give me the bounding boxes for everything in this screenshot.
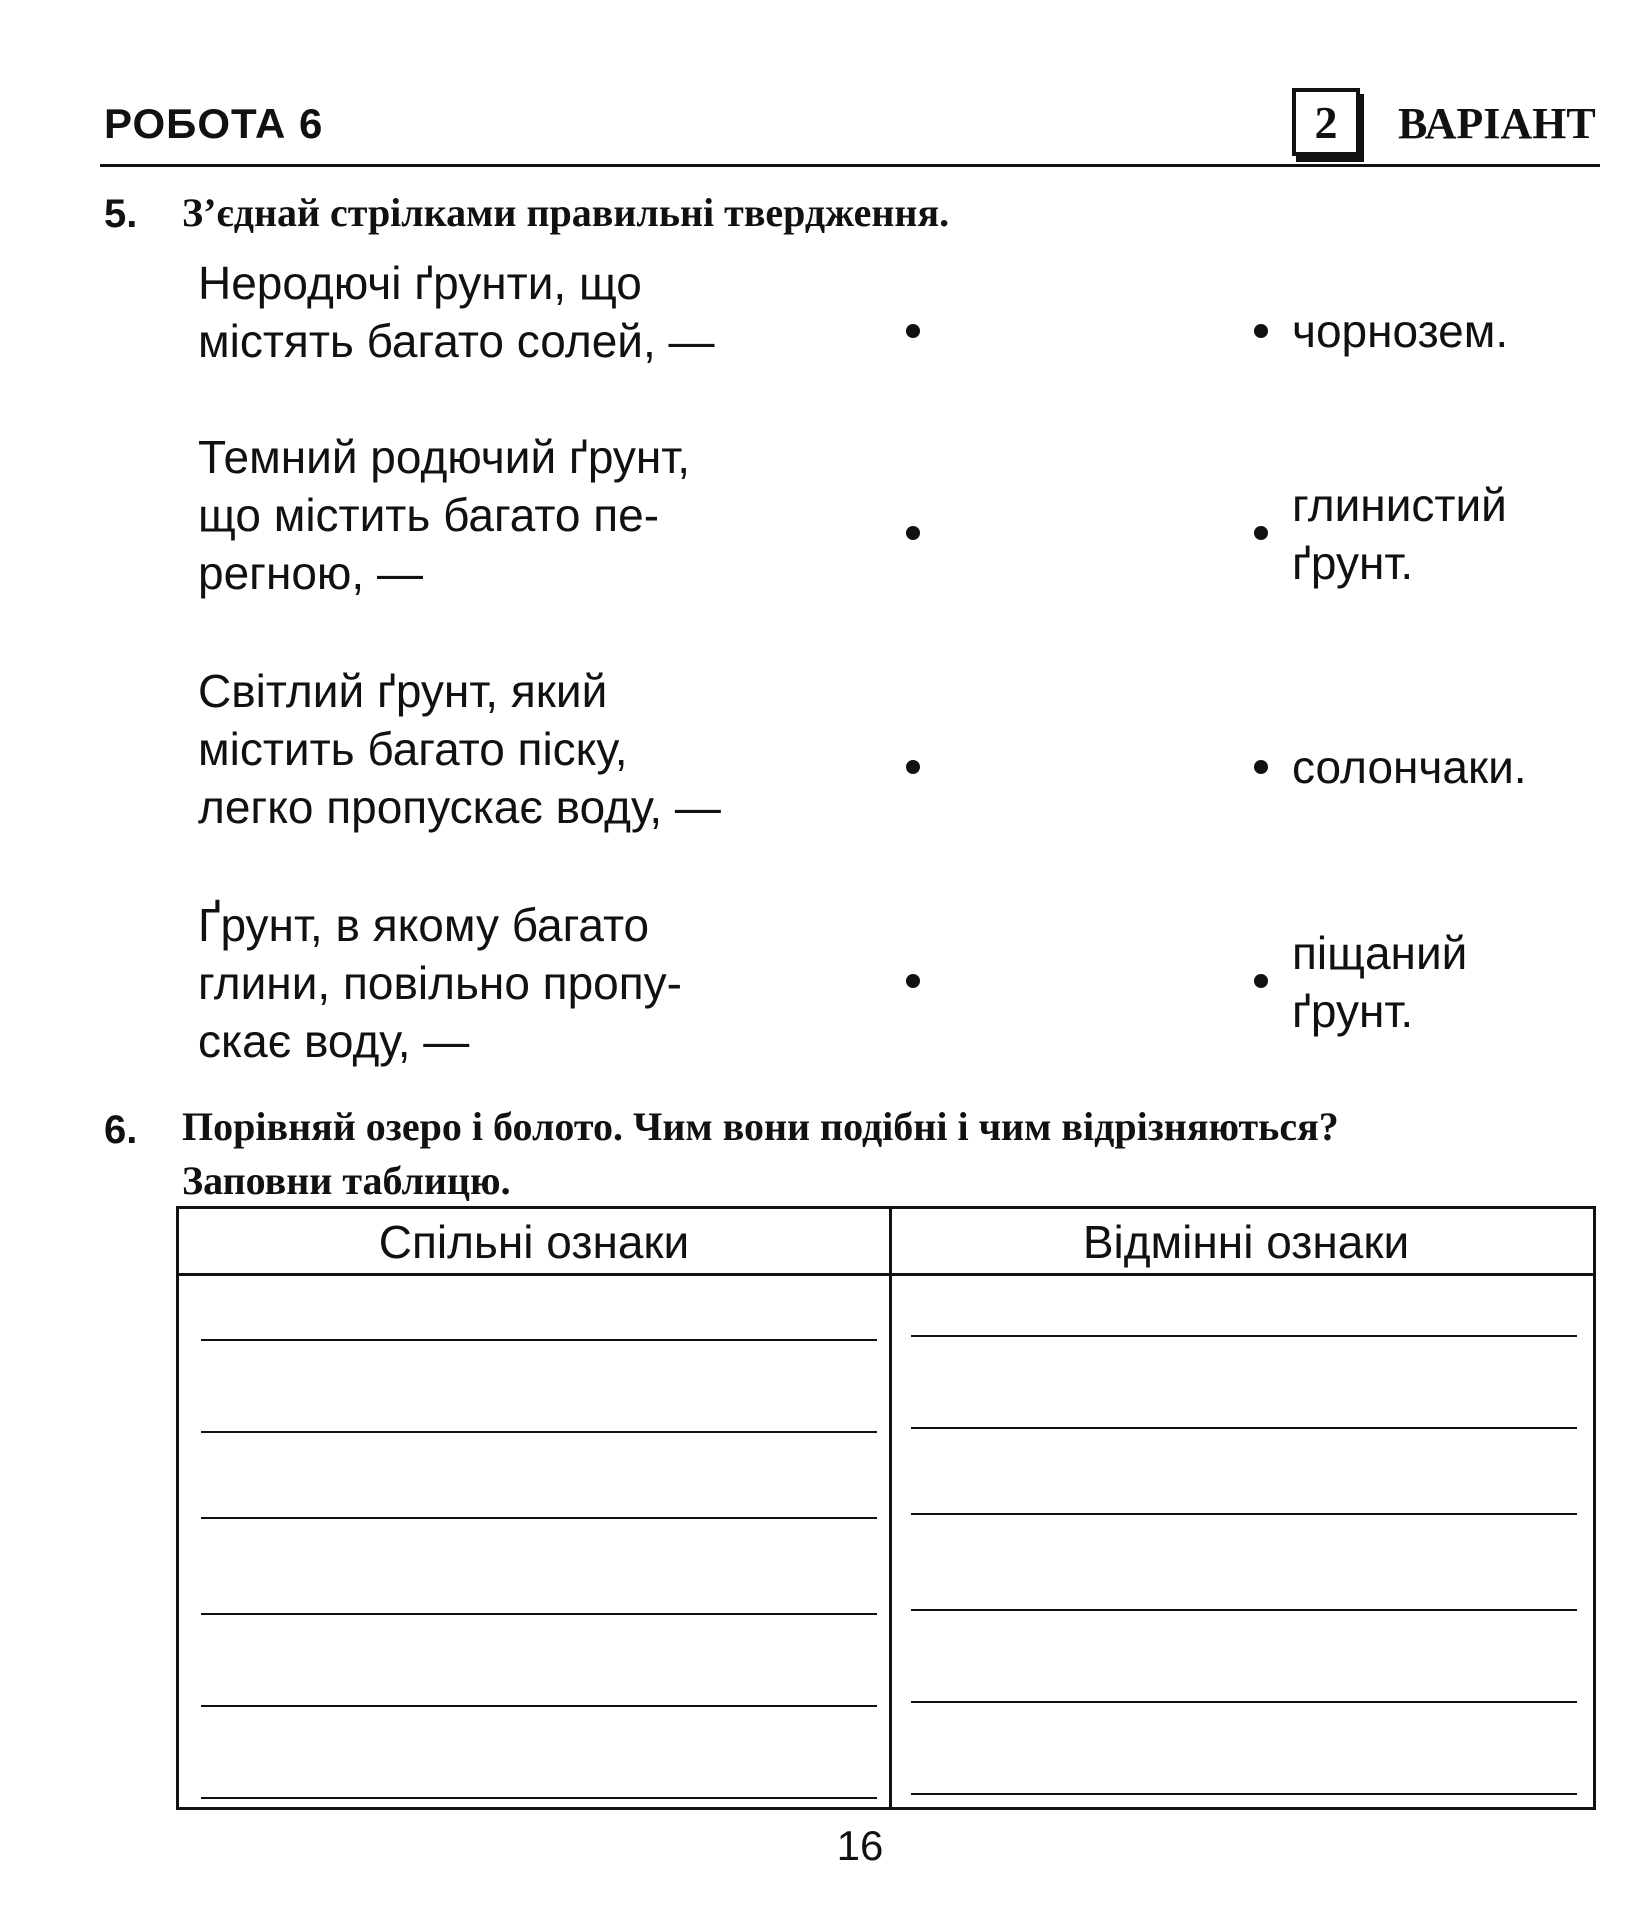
answer-2: глинистий ґрунт. <box>1292 479 1507 589</box>
answer-3-dot[interactable] <box>1254 760 1268 774</box>
statement-1: Неродючі ґрунти, що містять багато солей, — <box>198 257 715 367</box>
answer-1-dot[interactable] <box>1254 324 1268 338</box>
task-6-number: 6. <box>104 1108 138 1152</box>
different-answer-line[interactable] <box>911 1793 1577 1795</box>
variant-number-box: 2 <box>1292 88 1360 156</box>
page-number: 16 <box>836 1822 884 1869</box>
statement-2-dot[interactable] <box>906 526 920 540</box>
variant-label: ВАРІАНТ <box>1398 99 1596 148</box>
common-answer-line[interactable] <box>201 1613 877 1615</box>
statement-4-dot[interactable] <box>906 974 920 988</box>
answer-4-dot[interactable] <box>1254 974 1268 988</box>
statement-2: Темний родючий ґрунт, що містить багато пе- регною, — <box>198 431 691 599</box>
statement-3-dot[interactable] <box>906 760 920 774</box>
different-answer-line[interactable] <box>911 1513 1577 1515</box>
task-6-instruction-line1: Порівняй озеро і болото. Чим вони подібні і чим відрізняються? <box>182 1104 1339 1149</box>
header-divider <box>100 164 1600 167</box>
comparison-table <box>176 1206 1596 1810</box>
different-answer-line[interactable] <box>911 1335 1577 1337</box>
different-answer-line[interactable] <box>911 1701 1577 1703</box>
column-header-different: Відмінні ознаки <box>1082 1216 1410 1268</box>
statement-4: Ґрунт, в якому багато глини, повільно пропу- скає воду, — <box>198 899 682 1067</box>
task-6-instruction-line2: Заповни таблицю. <box>182 1158 511 1203</box>
common-answer-line[interactable] <box>201 1797 877 1799</box>
table-column-divider <box>889 1209 892 1807</box>
work-title: РОБОТА 6 <box>104 100 324 147</box>
statement-3: Світлий ґрунт, який містить багато піску, легко пропускає воду, — <box>198 665 721 833</box>
answer-2-dot[interactable] <box>1254 526 1268 540</box>
common-answer-line[interactable] <box>201 1339 877 1341</box>
task-5-number: 5. <box>104 192 138 236</box>
column-header-common: Спільні ознаки <box>378 1216 690 1268</box>
answer-3: солончаки. <box>1292 741 1527 793</box>
common-answer-line[interactable] <box>201 1705 877 1707</box>
common-answer-line[interactable] <box>201 1517 877 1519</box>
task-5-instruction: З’єднай стрілками правильні твердження. <box>182 190 950 235</box>
table-header-divider <box>179 1273 1593 1276</box>
different-answer-line[interactable] <box>911 1609 1577 1611</box>
statement-1-dot[interactable] <box>906 324 920 338</box>
answer-4: піщаний ґрунт. <box>1292 927 1468 1037</box>
different-answer-line[interactable] <box>911 1427 1577 1429</box>
common-answer-line[interactable] <box>201 1431 877 1433</box>
answer-1: чорнозем. <box>1292 305 1509 357</box>
